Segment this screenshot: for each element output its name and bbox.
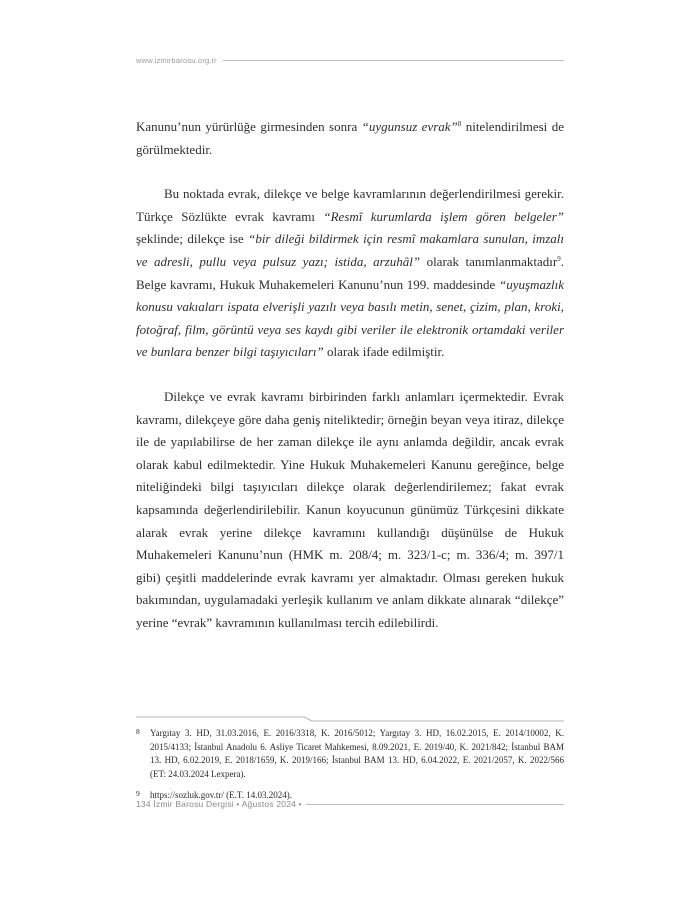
- page-footer: [136, 798, 564, 810]
- header-rule: [223, 60, 564, 61]
- quote-belge-definition: “uyuşmazlık konusu vakıaları ispata elverişli yazılı veya basılı metin, senet, çizim, plan, kroki, fotoğraf, film, görüntü veya ses kaydı gibi veriler ile elektronik ortamdaki veriler ve bunlara benzer bilgi taşıyıcıları”: [136, 276, 564, 360]
- body-text: [136, 116, 564, 634]
- quote-evrak-definition: “Resmî kurumlarda işlem gören belgeler”: [323, 208, 564, 224]
- footnote-8: [136, 727, 564, 781]
- paragraph-gap: [136, 161, 564, 183]
- paragraph-2: Bu noktada evrak, dilekçe ve belge kavramlarının değerlendirilmesi gerekir. Türkçe Sözlükte evrak kavramı “Resmî kurumlarda işlem gören belgeler” şeklinde; dilekçe ise “bir dileği bildirmek için resmî makamlara sunulan, imzalı ve adresli, pullu veya pulsuz yazı; istida, arzuhâl” olarak tanımlanmaktadır$^9$. Belge kavramı, Hukuk Muhakemeleri Kanunu’nun 199. maddesinde “uyuşmazlık konusu vakıaları ispata elverişli yazılı veya basılı metin, senet, çizim, plan, kroki, fotoğraf, film, görüntü veya ses kaydı gibi veriler ile elektronik ortamdaki veriler ve bunlara benzer bilgi taşıyıcıları” olarak ifade edilmiştir.: [136, 186, 564, 360]
- footnote-ref-9[interactable]: 9: [557, 254, 561, 263]
- footnote-number: 8: [136, 727, 140, 736]
- footnote-number: 9: [136, 789, 140, 799]
- footer-rule: [306, 804, 564, 805]
- paragraph-3: Dilekçe ve evrak kavramı birbirinden farklı anlamları içermektedir. Evrak kavramı, dilekçeye göre daha geniş niteliktedir; örneğin beyan veya itiraz, dilekçe ile de yapılabilirse de her zaman dilekçe ile aynı anlamda değildir, ancak evrak olarak kabul edilmektedir. Yine Hukuk Muhakemeleri Kanunu gereğince, belge niteliğindeki bilgi taşıyıcıları dilekçe olarak değerlendirilemez; fakat evrak kapsamında değerlendirilebilir. Kanun koyucunun günümüz Türkçesini dikkate alarak evrak yerine dilekçe kavramını kullandığı düşünülse de Hukuk Muhakemeleri Kanunu’nun (HMK m. 208/4; m. 323/1-c; m. 336/4; m. 397/1 gibi) çeşitli maddelerinde evrak kavramı yer almaktadır. Olması gereken hukuk bakımından, uygulamadaki yerleşik kullanım ve anlam dikkate alınarak “dilekçe” yerine “evrak” kavramının kullanılması tercih edilebilirdi.: [136, 388, 564, 630]
- header-url[interactable]: www.izmirbarosu.org.tr: [136, 55, 217, 65]
- paragraph-1: Kanunu’nun yürürlüğe girmesinden sonra “uygunsuz evrak”$^8$ nitelendirilmesi de görülmektedir.: [136, 119, 564, 157]
- footnote-link[interactable]: https://sozluk.gov.tr/ (E.T. 14.03.2024).: [150, 790, 292, 801]
- footnote-ref-8[interactable]: 8: [457, 120, 462, 128]
- page-header: [136, 54, 564, 66]
- footer-page-info: 134 İzmir Barosu Dergisi • Ağustos 2024 •: [136, 799, 302, 809]
- quote-uygunsuz-evrak: “uygunsuz evrak”: [361, 119, 458, 134]
- quote-dilekce-definition: “bir dileği bildirmek için resmî makamlara sunulan, imzalı ve adresli, pullu veya pulsuz yazı; istida, arzuhâl”: [136, 231, 564, 269]
- footnote-separator: [136, 716, 564, 722]
- paragraph-gap: [136, 364, 564, 386]
- footnote-text: Yargıtay 3. HD, 31.03.2016, E. 2016/3318, K. 2016/5012; Yargıtay 3. HD, 16.02.2015, E. 2014/10002, K. 2015/4133; İstanbul Anadolu 6. Asliye Ticaret Mahkemesi, 8.09.2021, E. 2019/40, K. 2021/842; İstanbul BAM 13. HD, 6.02.2019, E. 2018/1659, K. 2019/166; İstanbul BAM 13. HD, 6.04.2022, E. 2021/2057, K. 2022/566 (ET: 24.03.2024 Lexpera).: [150, 728, 564, 779]
